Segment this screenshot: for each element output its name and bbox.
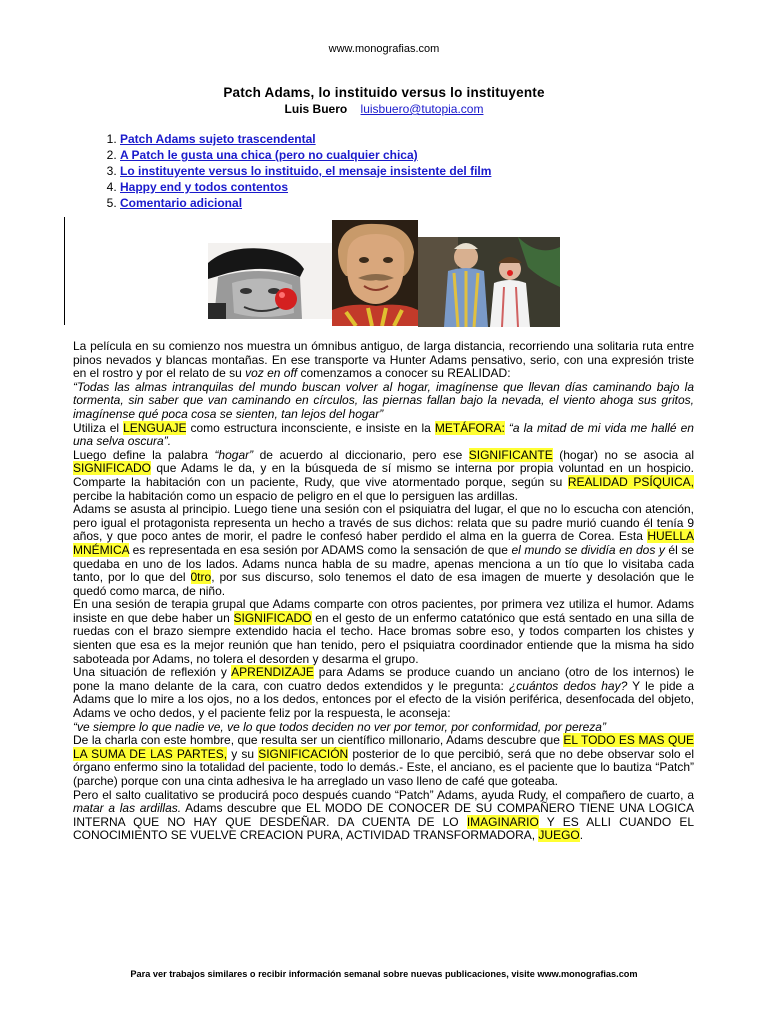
highlight-otro: 0tro	[190, 570, 212, 585]
page-footer: Para ver trabajos similares o recibir información semanal sobre nuevas publicaciones, visite www.monografias.com	[130, 969, 638, 979]
toc-link[interactable]: Patch Adams sujeto trascendental	[120, 132, 316, 146]
article-body	[73, 340, 694, 843]
toc-link[interactable]: Comentario adicional	[120, 196, 243, 210]
toc-link[interactable]: A Patch le gusta una chica (pero no cualquier chica)	[120, 148, 418, 162]
document-title: Patch Adams, lo instituido versus lo instituyente	[223, 85, 545, 100]
photo-clown-red-nose	[208, 243, 332, 319]
paragraph: Pero el salto cualitativo se producirá poco después cuando “Patch” Adams, ayuda Rudy, el compañero de cuarto, a matar a las ardillas. Adams descubre que EL MODO DE CONOCER DE SU COMPAÑERO TIENE UNA LOGICA INTERNA QUE NO HAY QUE DESDEÑAR. DA CUENTA DE LO IMAGINARIO Y ES ALLI CUANDO EL CONOCIMIENTO SE VUELVE CREACION PURA, ACTIVIDAD TRANSFORMADORA, JUEGO.	[73, 787, 695, 843]
paragraph: Adams se asusta al principio. Luego tiene una sesión con el psiquiatra del lugar, el que no lo escucha con atención, pero igual el protagonista representa un hecho a través de sus dichos: relata que su padre murió cuando él tenía 9 años, y que poco antes de morir, el padre le confesó haber perdido el alma en la guerra de Corea. Esta HUELLA MNÉMICA es representada en esa sesión por ADAMS como la sensación de que el mundo se dividía en dos y él se quedaba en uno de los lados. Adams nunca habla de su madre, apenas menciona a un tío que lo visitaba cada tanto, por lo que del 0tro, por sus discurso, solo tenemos el dato de esa imagen de muerte y desolación que le quedó como marca, de niño.	[73, 502, 694, 598]
highlight-aprendizaje: APRENDIZAJE	[231, 665, 314, 680]
toc-item	[120, 131, 491, 147]
toc-link[interactable]: Happy end y todos contentos	[120, 180, 289, 194]
paragraph: Una situación de reflexión y APRENDIZAJE para Adams se produce cuando un anciano (otro de los internos) le pone la mano delante de la cara, con cuatro dedos extendidos y le pregunta: ¿cuántos dedos hay? Y le pide a Adams que lo mire a los ojos, no a los dedos, entonces por el efecto de la visión periférica, desenfocada del objeto, Adams ve ocho dedos, y el paciente feliz por la respuesta, le aconseja:	[73, 665, 695, 721]
highlight-significado-2: SIGNIFICADO	[233, 610, 312, 625]
quote: “ve siempre lo que nadie ve, ve lo que todos deciden no ver por temor, por conformidad, por pereza”	[73, 719, 606, 734]
table-of-contents	[96, 131, 491, 211]
quote: “Todas las almas intranquilas del mundo buscan volver al hogar, imagínense que llevan días caminando bajo la tormenta, sin saber que van caminando en círculos, las piernas fallan bajo la nevada, el viento ahoga sus gritos, imagínense qué poca cosa se sienten, tan lejos del hogar”	[73, 379, 694, 421]
photo-patch-adams-portrait	[332, 220, 418, 326]
site-header: www.monografias.com	[328, 43, 440, 55]
toc-link[interactable]: Lo instituyente versus lo instituido, el mensaje insistente del film	[120, 164, 492, 178]
paragraph: En una sesión de terapia grupal que Adams comparte con otros pacientes, por primera vez utiliza el humor. Adams insiste en que debe haber un SIGNIFICADO en el gesto de un enfermo catatónico que está sentado en una silla de ruedas con el brazo siempre extendido hacia el techo. Hace bromas sobre eso, y todos comparten los chistes y sienten que esa es la mejor reunión que han tenido, pero el psiquiatra coordinador entiende que la misma ha sido saboteada por Adams, no tolera el desorden y desarma el grupo.	[73, 597, 694, 666]
highlight-significado: SIGNIFICADO	[73, 461, 152, 476]
paragraph: La película en su comienzo nos muestra un ómnibus antiguo, de larga distancia, recorriendo una solitaria ruta entre pinos nevados y blancas montañas. En ese transporte va Hunter Adams pensativo, serio, con una expresión triste en el rostro y por el relato de su voz en off comenzamos a conocer su REALIDAD:	[73, 339, 694, 381]
paragraph: Luego define la palabra “hogar” de acuerdo al diccionario, pero ese SIGNIFICANTE (hogar) no se asocia al SIGNIFICADO que Adams le da, y en la búsqueda de sí mismo se interna por propia voluntad en un hospicio. Comparte la habitación con un paciente, Rudy, que vive atormentado porque, según su REALIDAD PSÍQUICA, percibe la habitación como un espacio de peligro en el que lo persiguen las ardillas.	[73, 447, 695, 503]
highlight-significacion: SIGNIFICACIÓN	[258, 746, 349, 761]
toc-item	[120, 195, 491, 211]
toc-item	[120, 147, 491, 163]
highlight-juego: JUEGO	[538, 828, 580, 843]
paragraph: Utiliza el LENGUAJE como estructura inconsciente, e insiste en la METÁFORA: “a la mitad de mi vida me hallé en una selva oscura”.	[73, 420, 694, 449]
highlight-metafora: METÁFORA:	[434, 420, 505, 435]
photo-two-clowns	[418, 237, 560, 327]
author-line	[0, 102, 768, 116]
highlight-huella-mnemica: HUELLA MNÉMICA	[73, 529, 694, 557]
highlight-el-todo: EL TODO ES MAS QUE LA SUMA DE LAS PARTES,	[73, 733, 694, 761]
author-name: Luis Buero	[284, 102, 348, 116]
toc-item	[120, 163, 491, 179]
author-email-link[interactable]: luisbuero@tutopia.com	[360, 102, 484, 116]
highlight-significante: SIGNIFICANTE	[468, 447, 553, 462]
margin-rule	[64, 217, 65, 325]
highlight-realidad-psiquica: REALIDAD PSÍQUICA,	[567, 474, 695, 489]
paragraph: De la charla con este hombre, que resulta ser un científico millonario, Adams descubre que EL TODO ES MAS QUE LA SUMA DE LAS PARTES, y su SIGNIFICACIÓN posterior de lo que percibió, será que no debe observar solo el órgano enfermo sino la totalidad del paciente, todo lo demás.- Este, el anciano, es el paciente que lo bautiza “Patch” (parche) porque con una cinta adhesiva le ha arreglado un vaso lleno de café que goteaba.	[73, 733, 694, 788]
highlight-lenguaje: LENGUAJE	[123, 420, 187, 435]
toc-item	[120, 179, 491, 195]
highlight-imaginario: IMAGINARIO	[466, 814, 539, 829]
